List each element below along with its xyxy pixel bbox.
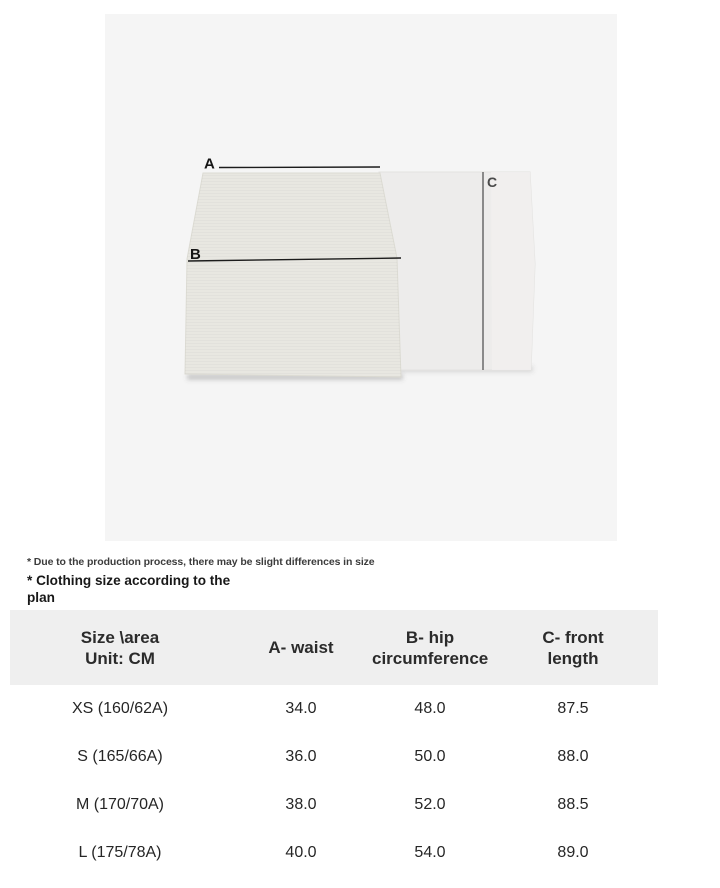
cell-hip: 52.0 <box>414 796 446 813</box>
skirt-front-panel-texture <box>185 173 401 377</box>
cell-front-length: 88.5 <box>557 796 589 813</box>
header-front-length-line1: C- front <box>542 627 604 647</box>
header-size-line2: Unit: CM <box>85 648 155 668</box>
cell-hip: 48.0 <box>414 700 446 717</box>
note-production-process: * Due to the production process, there may be slight differences in size <box>27 556 375 568</box>
header-waist-line1: A- waist <box>268 638 334 657</box>
cell-size: XS (160/62A) <box>71 700 169 717</box>
footnotes <box>27 556 375 606</box>
table-row-s <box>10 733 658 781</box>
cell-waist: 40.0 <box>285 844 317 861</box>
header-hip-line2: circumference <box>372 648 489 668</box>
table-row-xs <box>10 685 658 733</box>
measure-label-b: B <box>190 246 201 263</box>
header-size-line1: Size \area <box>80 627 160 647</box>
measure-line-a <box>219 167 380 168</box>
header-waist <box>230 637 372 658</box>
table-row-m <box>10 781 658 829</box>
note-clothing-size: * Clothing size according to the plan <box>27 573 231 605</box>
measure-label-a: A <box>204 155 215 173</box>
header-hip-line1: B- hip <box>405 627 455 647</box>
cell-hip: 50.0 <box>414 748 446 765</box>
measure-label-c: C <box>487 174 498 190</box>
header-front-length <box>488 627 658 669</box>
cell-front-length: 87.5 <box>557 700 589 717</box>
cell-waist: 38.0 <box>285 796 317 813</box>
cell-front-length: 89.0 <box>557 844 589 861</box>
table-row-l <box>10 829 658 877</box>
skirt-back-panel-strip <box>491 172 535 370</box>
garment-measurement-diagram <box>105 14 617 541</box>
header-front-length-line2: length <box>547 648 599 668</box>
cell-size: L (175/78A) <box>78 844 162 861</box>
cell-size: S (165/66A) <box>77 748 163 765</box>
size-table <box>10 610 658 877</box>
cell-size: M (170/70A) <box>75 796 165 813</box>
cell-front-length: 88.0 <box>557 748 589 765</box>
cell-waist: 34.0 <box>285 700 317 717</box>
size-table-header <box>10 610 658 685</box>
cell-hip: 54.0 <box>414 844 446 861</box>
header-size-unit <box>10 627 230 669</box>
header-hip <box>372 627 488 669</box>
cell-waist: 36.0 <box>285 748 317 765</box>
product-image <box>105 14 617 541</box>
